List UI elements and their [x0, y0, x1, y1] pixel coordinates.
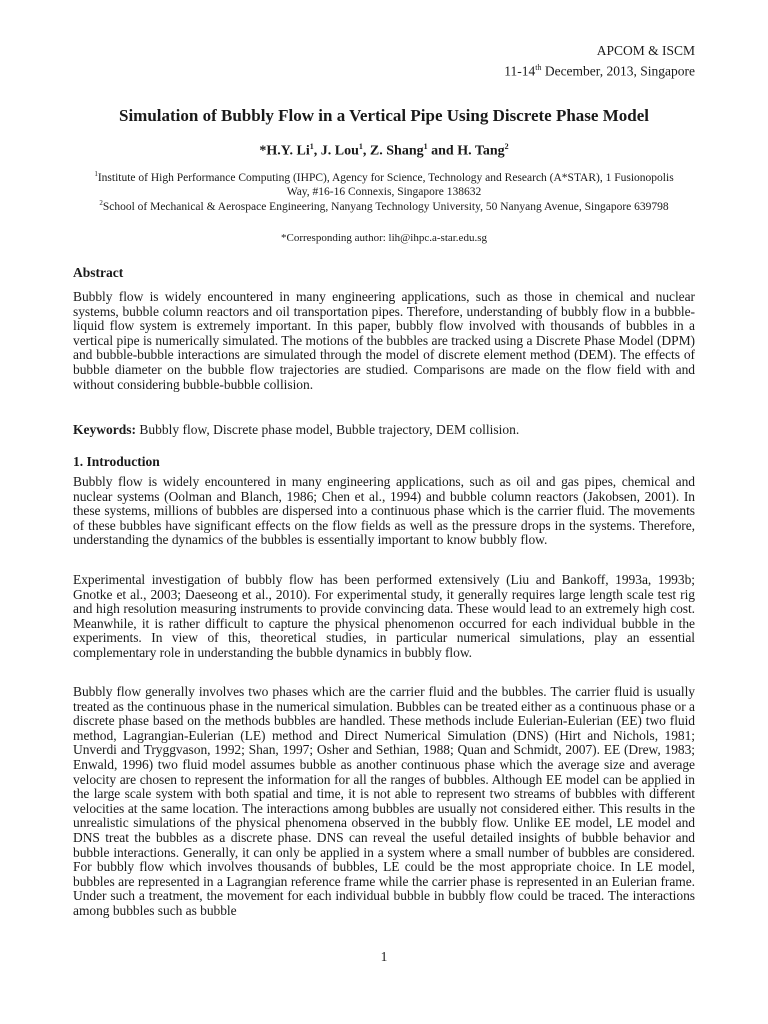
conference-date — [504, 59, 695, 80]
intro-paragraph-2: Experimental investigation of bubbly flow has been performed extensively (Liu and Bankoff, 1993a, 1993b; Gnotke et al., 2003; Daeseong et al., 2010). For experimental study, it generally requires large length scale test rig and high resolution measuring instruments to provide convincing data. These would lead to an extremely high cost. Meanwhile, it is rather difficult to capture the physical phenomenon occurred for each individual bubble in the experiments. In view of this, theoretical studies, in particular numerical simulations, play an essential complementary role in understanding the bubble dynamics in bubbly flow. — [73, 572, 695, 660]
abstract-heading: Abstract — [73, 265, 124, 280]
author-name: J. Lou — [320, 143, 359, 159]
affiliation-text: Institute of High Performance Computing (IHPC), Agency for Science, Technology and Research (A*STAR), 1 Fusionopolis Way, #16-16 Connexis, Singapore 138632 — [97, 171, 674, 198]
author-line — [0, 142, 768, 160]
affiliation-1 — [82, 167, 686, 199]
page-number: 1 — [380, 949, 388, 964]
date-prefix: 11-14 — [504, 63, 536, 79]
intro-paragraph-1: Bubbly flow is widely encountered in many engineering applications, such as oil and gas pipes, chemical and nuclear systems (Oolman and Blanch, 1986; Chen et al., 1994) and bubble column reactors (Jakobsen, 2001). In these systems, millions of bubbles are dispersed into a continuous phase which is the carrier fluid. The movements of these bubbles have significant effects on the flow fields as well as the pressure drops in the systems. Therefore, understanding the dynamics of the bubbles is essentially important to know bubbly flow. — [73, 474, 695, 548]
author-affil-mark: 1 — [358, 142, 363, 151]
author-separator: and — [427, 143, 458, 159]
author-name: Z. Shang — [369, 143, 424, 159]
affiliation-2 — [82, 196, 686, 214]
conference-name: APCOM & ISCM — [596, 43, 695, 58]
abstract-text: Bubbly flow is widely encountered in many engineering applications, such as those in chemical and nuclear systems, bubble column reactors and oil transportation pipes. Therefore, understanding of bubbly flow in a bubble-liquid flow system is extremely important. In this paper, bubbly flow involved with thousands of bubbles in a vertical pipe is numerically simulated. The motions of the bubbles are tracked using a Discrete Phase Model (DPM) and bubble-bubble interactions are simulated through the model of discrete element method (DEM). The effects of bubble diameter on the bubble flow trajectories are studied. Comparisons are made on the flow field with and without considering bubble-bubble collision. — [73, 289, 695, 392]
conference-info — [504, 42, 695, 80]
author-affil-mark: 1 — [309, 142, 314, 151]
author-name: *H.Y. Li — [259, 143, 310, 159]
author-name: H. Tang — [457, 143, 505, 159]
keywords-text: Bubbly flow, Discrete phase model, Bubble trajectory, DEM collision. — [136, 422, 520, 437]
corresponding-author: *Corresponding author: lih@ihpc.a-star.edu.sg — [281, 232, 487, 244]
affiliation-mark: 1 — [94, 170, 98, 178]
affiliation-mark: 2 — [99, 199, 103, 207]
author-separator: , — [313, 143, 321, 159]
keywords — [73, 422, 519, 438]
affiliation-text: School of Mechanical & Aerospace Engineering, Nanyang Technology University, 50 Nanyang Avenue, Singapore 639798 — [102, 200, 669, 213]
author-affil-mark: 2 — [504, 142, 509, 151]
author-separator: , — [362, 143, 370, 159]
author-affil-mark: 1 — [423, 142, 428, 151]
intro-paragraph-3: Bubbly flow generally involves two phases which are the carrier fluid and the bubbles. The carrier fluid is usually treated as the continuous phase in the numerical simulation. Bubbles can be treated either as a continuous phase or a discrete phase based on the methods bubbles are handled. These methods include Eulerian-Eulerian (EE) two fluid method, Lagrangian-Eulerian (LE) method and Direct Numerical Simulation (DNS) (Hirt and Nichols, 1981; Unverdi and Tryggvason, 1992; Shan, 1997; Osher and Sethian, 1988; Quan and Schmidt, 2007). EE (Drew, 1983; Enwald, 1996) two fluid model assumes bubble as another continuous phase which the average size and average velocity are chosen to represent the information for all the ranges of bubbles. Although EE model can be applied in the large scale system with both spatial and time, it is not able to represent two streams of bubbles with different velocities at the same location. The interactions among bubbles are usually not considered either. This results in the unrealistic simulations of the physical phenomena observed in the bubbly flow. Unlike EE model, LE model and DNS treat the bubbles as a discrete phase. DNS can reveal the useful detailed insights of bubble behavior and bubble interactions. Generally, it can only be applied in a system where a small number of bubbles are considered. For bubbly flow which involves thousands of bubbles, LE could be the most appropriate choice. In LE model, bubbles are represented in a Lagrangian reference frame while the carrier phase is represented in an Eulerian frame. Under such a treatment, the movement for each individual bubble in bubbly flow could be traced. The interactions among bubbles such as bubble — [73, 684, 695, 918]
date-suffix: December, 2013, Singapore — [541, 63, 695, 79]
keywords-label: Keywords: — [73, 422, 136, 437]
section-heading-introduction: 1. Introduction — [73, 454, 160, 469]
paper-title: Simulation of Bubbly Flow in a Vertical Pipe Using Discrete Phase Model — [118, 106, 649, 125]
date-sup: th — [535, 63, 542, 72]
